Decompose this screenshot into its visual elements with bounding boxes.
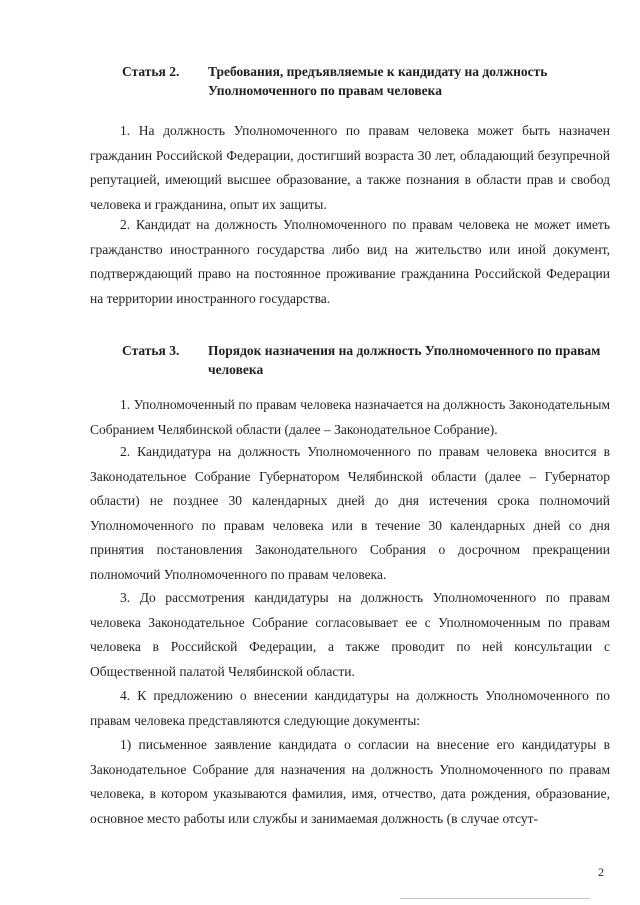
article-3-paragraph-3: 3. До рассмотрения кандидатуры на должность Уполномоченного по правам человека Законодательное Собрание согласовывает ее с Уполномоченным по правам человека в Российской Федерации, а также проводит по ней консультации с Общественной палатой Челябинской области.: [90, 590, 610, 679]
article-3-paragraph-2: 2. Кандидатура на должность Уполномоченного по правам человека вносится в Законодательное Собрание Губернатором Челябинской области (далее – Губернатор области) не позднее 30 календарных дней до дня истечения срока полномочий Уполномоченного по правам человека или в течение 30 календарных дней со дня принятия постановления Законодательного Собрания о досрочном прекращении полномочий Уполномоченного по правам человека.: [90, 444, 610, 582]
article-3-paragraph-5: 1) письменное заявление кандидата о согласии на внесение его кандидатуры в Законодательное Собрание для назначения на должность Уполномоченного по правам человека, в котором указываются фамилия, имя, отчество, дата рождения, образование, основное место работы или службы и занимаемая должность (в случае отсут-: [90, 737, 610, 826]
article-3-number: Статья 3.: [122, 343, 180, 358]
article-3-paragraph-4: 4. К предложению о внесении кандидатуры на должность Уполномоченного по правам человека представляются следующие документы:: [90, 688, 610, 728]
scan-artifact-line: [400, 898, 590, 899]
page-number: 2: [598, 865, 604, 879]
article-2-paragraph-1: 1. На должность Уполномоченного по правам человека может быть назначен гражданин Российской Федерации, достигший возраста 30 лет, обладающий безупречной репутацией, имеющий высшее образование, а также познания в области прав и свобод человека и гражданина, опыт их защиты.: [90, 123, 610, 212]
article-2-number: Статья 2.: [122, 64, 180, 79]
article-2-title: Требования, предъявляемые к кандидату на должность Уполномоченного по правам человека: [208, 64, 548, 98]
article-3-paragraph-1: 1. Уполномоченный по правам человека назначается на должность Законодательным Собранием Челябинской области (далее – Законодательное Собрание).: [90, 397, 610, 437]
article-2-paragraph-2: 2. Кандидат на должность Уполномоченного по правам человека не может иметь гражданство иностранного государства либо вид на жительство или иной документ, подтверждающий право на постоянное проживание гражданина Российской Федерации на территории иностранного государства.: [90, 217, 610, 306]
article-3-title: Порядок назначения на должность Уполномоченного по правам человека: [208, 343, 601, 377]
